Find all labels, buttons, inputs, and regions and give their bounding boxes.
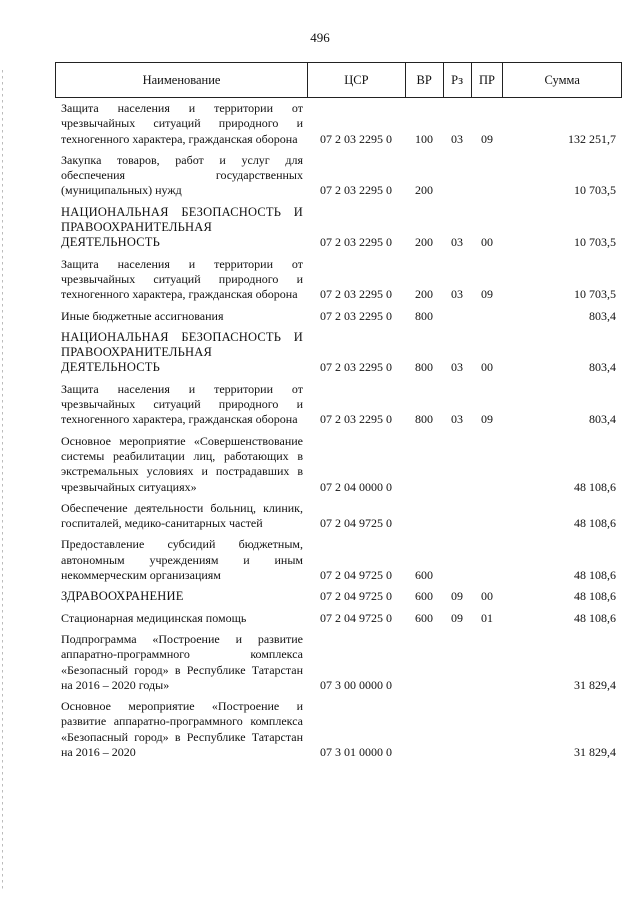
- row-sum: 803,4: [589, 308, 616, 323]
- row-pr: 09: [481, 287, 493, 302]
- row-csr: 07 2 03 2295 0: [320, 131, 392, 146]
- row-name: Основное мероприятие «Совершенствование системы реабилитации лиц, работающих в экстремальных условиях и пострадавших в чрезвычайных ситуациях»: [61, 433, 303, 494]
- row-pr: 01: [481, 610, 493, 625]
- row-csr: 07 2 04 9725 0: [320, 568, 392, 583]
- budget-table: [55, 62, 622, 763]
- table-row: [55, 586, 622, 607]
- table-row: [55, 379, 622, 431]
- table-header: [55, 62, 622, 98]
- table-row: [55, 534, 622, 586]
- table-row: [55, 98, 622, 150]
- table-row: [55, 498, 622, 535]
- row-rz: 03: [451, 131, 463, 146]
- table-row: [55, 431, 622, 498]
- row-pr: 00: [481, 589, 493, 604]
- table-row: [55, 608, 622, 629]
- row-name: Закупка товаров, работ и услуг для обеспечения государственных (муниципальных) нужд: [61, 152, 303, 198]
- row-name: НАЦИОНАЛЬНАЯ БЕЗОПАСНОСТЬ И ПРАВООХРАНИТЕЛЬНАЯ ДЕЯТЕЛЬНОСТЬ: [61, 204, 303, 250]
- page-number: 496: [310, 30, 330, 45]
- row-sum: 132 251,7: [568, 131, 616, 146]
- row-vr: 800: [415, 412, 433, 427]
- row-name: Иные бюджетные ассигнования: [61, 308, 224, 323]
- row-sum: 10 703,5: [574, 183, 616, 198]
- row-vr: 200: [415, 183, 433, 198]
- row-name: Защита населения и территории от чрезвычайных ситуаций природного и техногенного характера, гражданская оборона: [61, 256, 303, 302]
- row-csr: 07 2 04 9725 0: [320, 610, 392, 625]
- table-row: [55, 254, 622, 306]
- row-vr: 800: [415, 308, 433, 323]
- row-rz: 03: [451, 360, 463, 375]
- row-csr: 07 2 03 2295 0: [320, 235, 392, 250]
- row-csr: 07 2 03 2295 0: [320, 412, 392, 427]
- row-csr: 07 3 00 0000 0: [320, 677, 392, 692]
- row-rz: 03: [451, 235, 463, 250]
- row-vr: 200: [415, 287, 433, 302]
- table-row: [55, 696, 622, 763]
- row-sum: 803,4: [589, 360, 616, 375]
- row-sum: 48 108,6: [574, 589, 616, 604]
- row-rz: 03: [451, 412, 463, 427]
- row-name: Предоставление субсидий бюджетным, автономным учреждениям и иным некоммерческим организациям: [61, 537, 303, 583]
- row-pr: 09: [481, 412, 493, 427]
- row-name: Защита населения и территории от чрезвычайных ситуаций природного и техногенного характера, гражданская оборона: [61, 381, 303, 427]
- row-vr: 800: [415, 360, 433, 375]
- row-name: Защита населения и территории от чрезвычайных ситуаций природного и техногенного характера, гражданская оборона: [61, 101, 303, 146]
- row-pr: 09: [481, 131, 493, 146]
- table-row: [55, 327, 622, 379]
- header-name: Наименование: [142, 72, 221, 87]
- table-row: [55, 629, 622, 696]
- header-rz: Рз: [443, 63, 471, 97]
- row-csr: 07 2 03 2295 0: [320, 360, 392, 375]
- header-vr: ВР: [405, 63, 443, 97]
- row-csr: 07 2 03 2295 0: [320, 287, 392, 302]
- table-body: [55, 98, 622, 763]
- row-vr: 100: [415, 131, 433, 146]
- row-csr: 07 2 03 2295 0: [320, 308, 392, 323]
- row-name: Стационарная медицинская помощь: [61, 610, 247, 625]
- scan-edge-dots: [2, 70, 3, 890]
- row-name: Основное мероприятие «Построение и развитие аппаратно-программного комплекса «Безопасный город» в Республике Татарстан на 2016 – 2020: [61, 699, 303, 759]
- row-vr: 600: [415, 610, 433, 625]
- row-vr: 600: [415, 568, 433, 583]
- row-pr: 00: [481, 360, 493, 375]
- row-name: Подпрограмма «Построение и развитие аппаратно-программного комплекса «Безопасный город» в Республике Татарстан на 2016 – 2020 годы»: [61, 631, 303, 692]
- header-pr: ПР: [471, 63, 503, 97]
- row-csr: 07 2 04 9725 0: [320, 516, 392, 531]
- row-vr: 600: [415, 589, 433, 604]
- row-csr: 07 2 03 2295 0: [320, 183, 392, 198]
- row-csr: 07 2 04 0000 0: [320, 479, 392, 494]
- row-vr: 200: [415, 235, 433, 250]
- table-row: [55, 306, 622, 327]
- row-csr: 07 2 04 9725 0: [320, 589, 392, 604]
- table-row: [55, 202, 622, 254]
- row-rz: 03: [451, 287, 463, 302]
- table-row: [55, 150, 622, 202]
- header-csr: ЦСР: [307, 63, 405, 97]
- row-sum: 48 108,6: [574, 568, 616, 583]
- row-name: Обеспечение деятельности больниц, клиник, госпиталей, медико-санитарных частей: [61, 500, 303, 531]
- row-sum: 10 703,5: [574, 235, 616, 250]
- row-name: НАЦИОНАЛЬНАЯ БЕЗОПАСНОСТЬ И ПРАВООХРАНИТЕЛЬНАЯ ДЕЯТЕЛЬНОСТЬ: [61, 329, 303, 375]
- row-rz: 09: [451, 589, 463, 604]
- row-name: ЗДРАВООХРАНЕНИЕ: [61, 589, 184, 604]
- row-sum: 10 703,5: [574, 287, 616, 302]
- row-csr: 07 3 01 0000 0: [320, 744, 392, 759]
- header-sum: Сумма: [502, 63, 621, 97]
- row-pr: 00: [481, 235, 493, 250]
- row-sum: 48 108,6: [574, 479, 616, 494]
- row-rz: 09: [451, 610, 463, 625]
- row-sum: 803,4: [589, 412, 616, 427]
- row-sum: 31 829,4: [574, 677, 616, 692]
- row-sum: 31 829,4: [574, 744, 616, 759]
- row-sum: 48 108,6: [574, 610, 616, 625]
- row-sum: 48 108,6: [574, 516, 616, 531]
